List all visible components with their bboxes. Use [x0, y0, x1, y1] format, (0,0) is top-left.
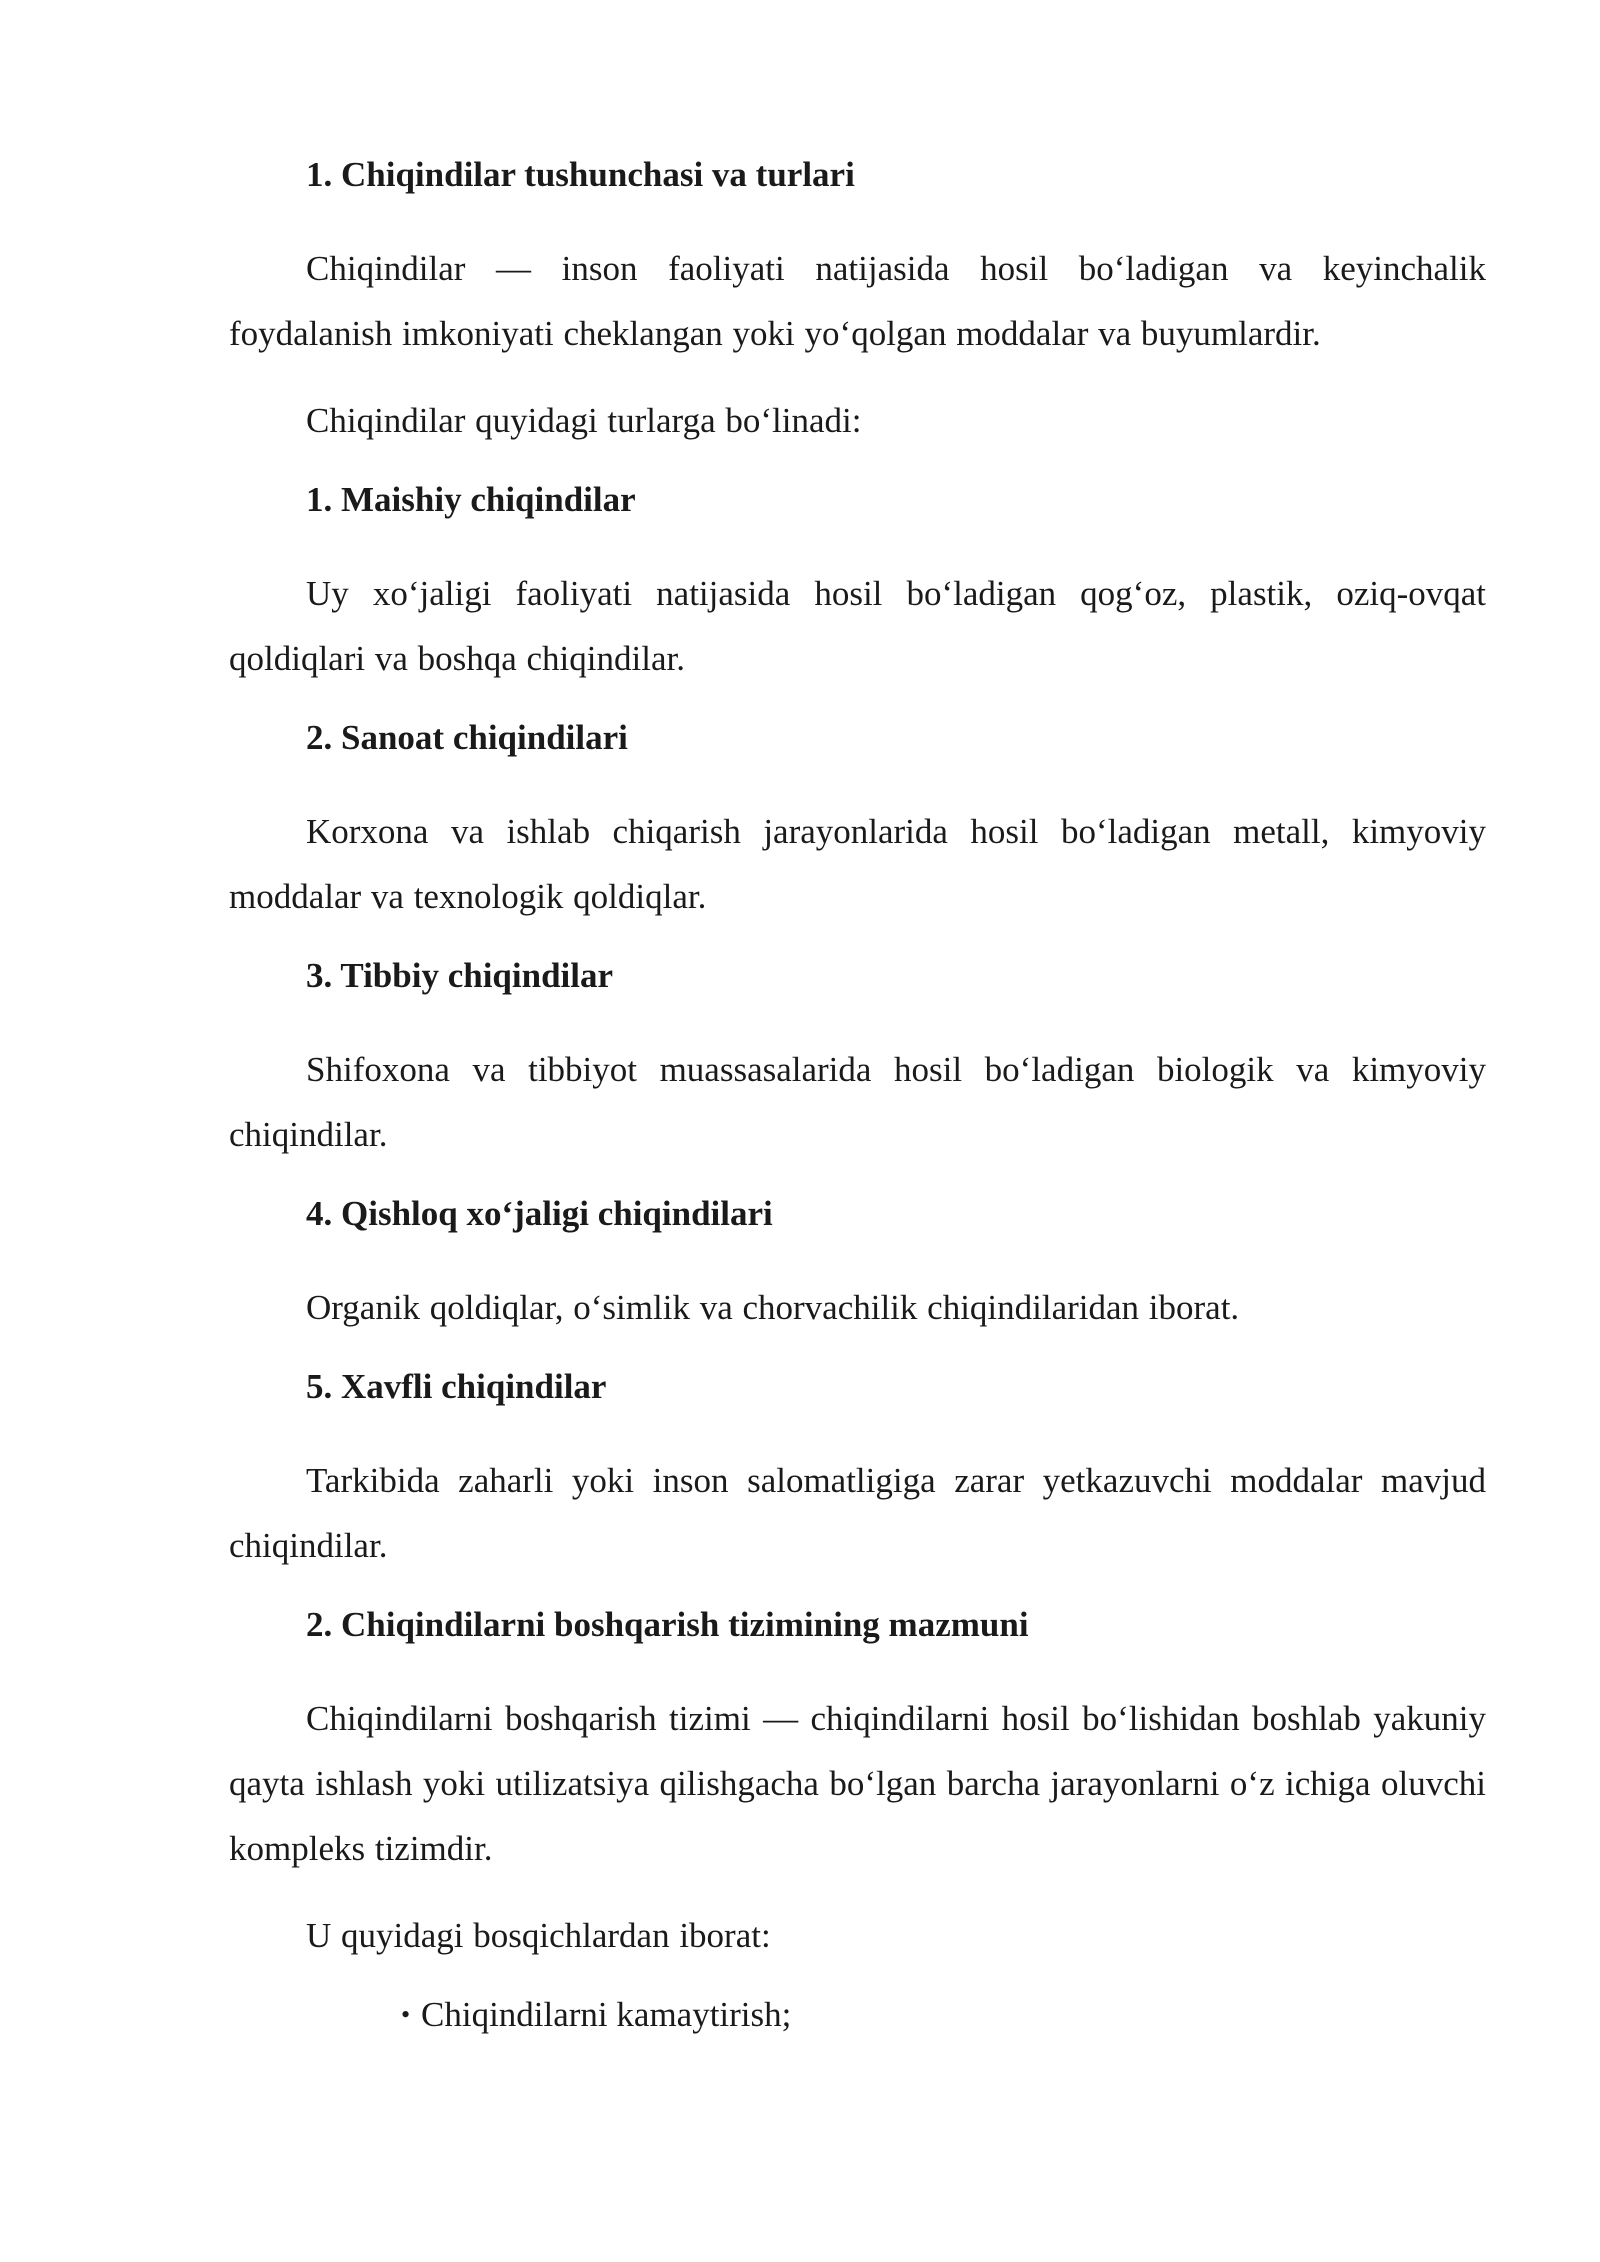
list-item — [229, 1990, 1486, 2040]
stages-bullet-list — [229, 1990, 1486, 2040]
subheading-hazardous-waste: 5. Xavfli chiqindilar — [306, 1367, 607, 1406]
subheading-industrial-waste: 2. Sanoat chiqindilari — [306, 718, 628, 757]
paragraph-waste-definition: Chiqindilar — inson faoliyati natijasida hosil bo‘ladigan va keyinchalik foydalanish imkoniyati cheklangan yoki yo‘qolgan moddalar va buyumlardir. — [229, 249, 1486, 353]
paragraph-management-definition: Chiqindilarni boshqarish tizimi — chiqindilarni hosil bo‘lishidan boshlab yakuniy qayta ishlash yoki utilizatsiya qilishgacha bo‘lgan barcha jarayonlarni o‘z ichiga oluvchi kompleks tizimdir. — [229, 1699, 1486, 1868]
paragraph-household-waste: Uy xo‘jaligi faoliyati natijasida hosil bo‘ladigan qog‘oz, plastik, oziq-ovqat qoldiqlari va boshqa chiqindilar. — [229, 574, 1486, 678]
list-item-text: Chiqindilarni kamaytirish; — [421, 1995, 792, 2034]
paragraph-hazardous-waste: Tarkibida zaharli yoki inson salomatligiga zarar yetkazuvchi moddalar mavjud chiqindilar. — [229, 1461, 1486, 1565]
subheading-medical-waste: 3. Tibbiy chiqindilar — [306, 956, 614, 995]
paragraph-industrial-waste: Korxona va ishlab chiqarish jarayonlarida hosil bo‘ladigan metall, kimyoviy moddalar va texnologik qoldiqlar. — [229, 812, 1486, 916]
section-heading-waste-concept: 1. Chiqindilar tushunchasi va turlari — [306, 155, 855, 194]
subheading-agricultural-waste: 4. Qishloq xo‘jaligi chiqindilari — [306, 1194, 773, 1233]
paragraph-medical-waste: Shifoxona va tibbiyot muassasalarida hosil bo‘ladigan biologik va kimyoviy chiqindilar. — [229, 1050, 1486, 1154]
paragraph-stages-intro: U quyidagi bosqichlardan iborat: — [306, 1916, 771, 1955]
paragraph-types-intro: Chiqindilar quyidagi turlarga bo‘linadi: — [306, 401, 862, 440]
subheading-household-waste: 1. Maishiy chiqindilar — [306, 480, 636, 519]
bullet-icon: • — [401, 2000, 411, 2029]
paragraph-agricultural-waste: Organik qoldiqlar, o‘simlik va chorvachilik chiqindilaridan iborat. — [306, 1288, 1240, 1327]
document-body — [229, 150, 1486, 2040]
section-heading-management-system: 2. Chiqindilarni boshqarish tizimining mazmuni — [306, 1605, 1029, 1644]
